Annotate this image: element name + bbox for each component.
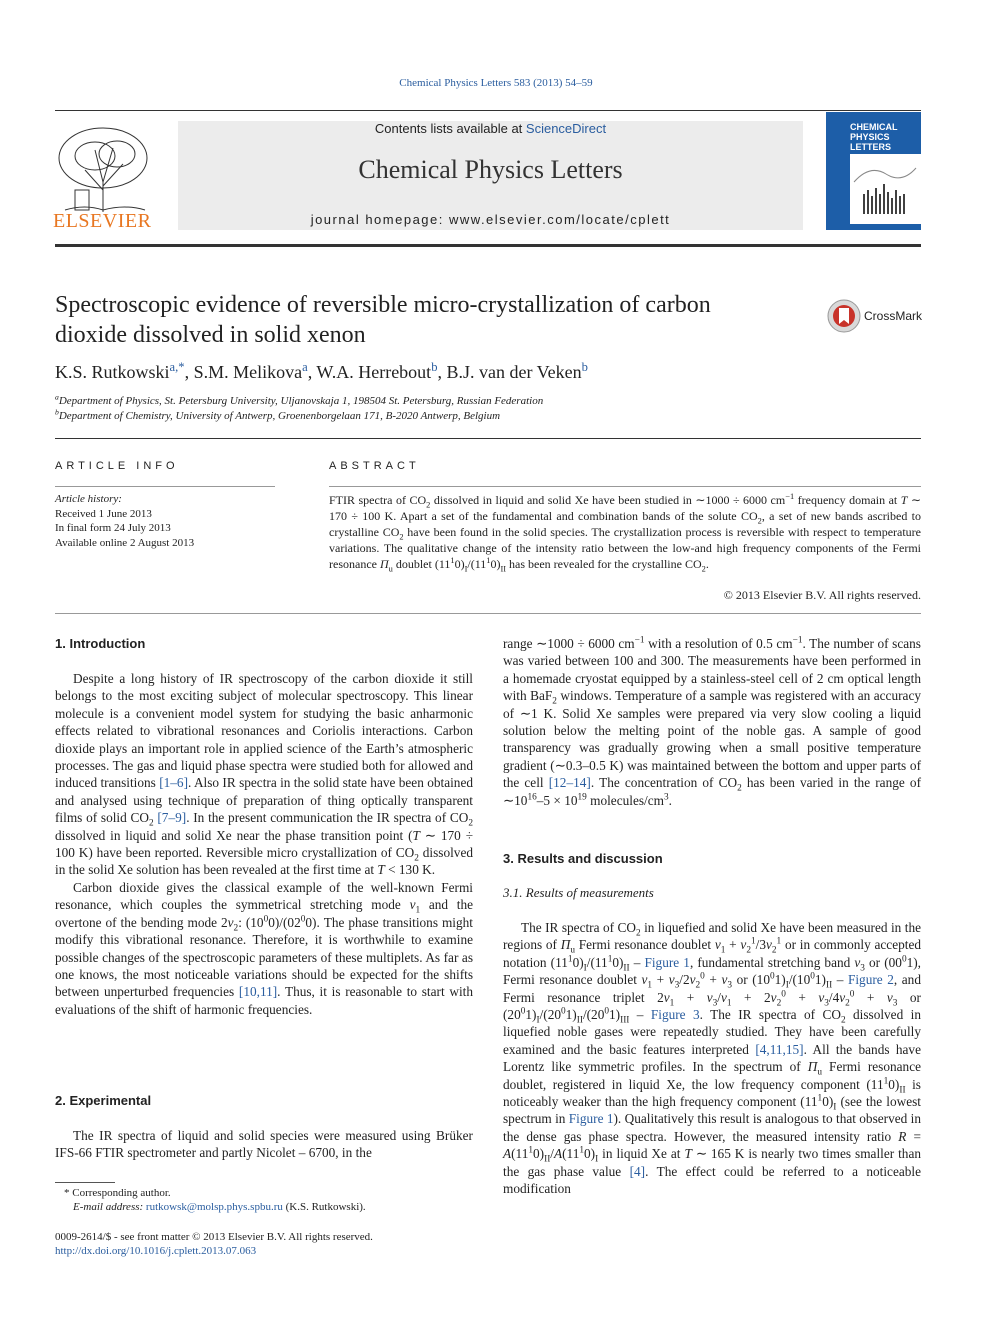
homepage-link[interactable]: www.elsevier.com/locate/cplett	[449, 212, 671, 227]
abstract-rule	[329, 486, 921, 487]
contents-line	[178, 121, 803, 136]
results-body: The IR spectra of $CO_2$ in liquefied and solid Xe have been measured in the regions of $\Pi_u$ Fermi resonance doublet $\nu_1 + \nu_2^1/3\nu_2^1$ or in commonly accepted notation $(11^10)_I/(11^10)_{II}$ – Figure 1, fundamental stretching band $\nu_3$ or $(00^01)$, Fermi resonance doublet $\nu_1 + \nu_3/2\nu_2^0 + \nu_3$ or $(10^01)_I/(10^01)_{II}$ – Figure 2, and Fermi resonance triplet $2\nu_1 + \nu_3/\nu_1 + 2\nu_2^0 + \nu_3/4\nu_2^0 + \nu_3$ or $(20^01)_I/(20^01)_{II}/(20^01)_{III}$ – Figure 3. The IR spectra of $CO_2$ dissolved in liquefied noble gases were repeatedly studied. They have been carefully examined and the basic features interpreted [4,11,15]. All the bands have Lorentz like symmetric profiles. In the spectrum of $\Pi_u$ Fermi resonance doublet, registered in liquid Xe, the low frequency component $(11^10)_{II}$ is noticeably weaker than the high frequency component $(11^10)_I$ (see the lowest spectrum in Figure 1). Qualitatively this result is analogous to that observed in the dense gas phase spectra. However, the measured intensity ratio $R = A(11^10)_{II}/A(11^10)_I$ in liquid Xe at T ∼ 165 K is nearly two times smaller than the gas phase value [4]. The effect could be referred to a noticeable modification	[503, 920, 922, 1197]
journal-cover	[826, 112, 921, 230]
info-rule	[55, 486, 275, 487]
cover-title: CHEMICAL PHYSICS LETTERS	[850, 122, 898, 152]
affiliation-b: $^b$Department of Chemistry, University of Antwerp, Groenenborgelaan 171, B-2020 Antwerp, Belgium	[55, 407, 501, 422]
crossmark-label: CrossMark	[864, 309, 923, 323]
section-heading-results: 3. Results and discussion	[503, 851, 663, 866]
experimental-body: The IR spectra of liquid and solid species were measured using Brüker IFS-66 FTIR spectrometer and partly Nicolet – 6700, in the	[55, 1128, 473, 1161]
contents-prefix: Contents lists available at	[374, 121, 526, 136]
abstract-bottom-rule	[55, 613, 921, 614]
article-title: Spectroscopic evidence of reversible micro-crystallization of carbon dioxide dissolved in solid xenon	[55, 292, 711, 348]
subsection-heading-measurements: 3.1. Results of measurements	[503, 885, 654, 900]
crossmark-icon	[826, 298, 862, 334]
article-history: Article history: Received 1 June 2013 In final form 24 July 2013 Available online 2 August 2013	[55, 493, 195, 549]
header-rule-bottom	[55, 244, 921, 247]
article-info-heading: ARTICLE INFO	[55, 460, 179, 472]
section-heading-experimental: 2. Experimental	[55, 1093, 152, 1108]
abstract-text: FTIR spectra of $CO_2$ dissolved in liquid and solid Xe have been studied in ∼1000 ÷ 6000 $cm^{-1}$ frequency domain at T ∼ 170 ÷ 100 K. Apart a set of the fundamental and combination bands of the solute $CO_2$, a set of new bands ascribed to crystalline $CO_2$ have been found in the solid species. The crystallization process is reversible with respect to temperature variations. The qualitative change of the intensity ratio between the low-and high frequency components of the Fermi resonance $\Pi_u$ doublet $(11^10)_I/(11^10)_{II}$ has been revealed for the crystalline $CO_2$.	[329, 492, 922, 574]
author-marker[interactable]: b	[581, 360, 588, 374]
crossmark-badge[interactable]	[826, 298, 926, 334]
author-name: B.J. van der Veken	[446, 362, 582, 382]
sciencedirect-link[interactable]: ScienceDirect	[525, 121, 607, 136]
footnote-rule	[55, 1182, 115, 1183]
header-rule-top	[55, 110, 921, 111]
journal-title: Chemical Physics Letters	[358, 155, 623, 184]
author-marker[interactable]: a	[302, 360, 308, 374]
section-heading-introduction: 1. Introduction	[55, 636, 146, 651]
corresponding-author-note: * Corresponding author.	[64, 1187, 171, 1199]
email-note: E-mail address: rutkowsk@molsp.phys.spbu.ru (K.S. Rutkowski).	[73, 1201, 366, 1213]
abstract-copyright: © 2013 Elsevier B.V. All rights reserved.	[723, 588, 921, 602]
journal-reference[interactable]: Chemical Physics Letters 583 (2013) 54–59	[399, 77, 593, 89]
experimental-body-continued: range ∼1000 ÷ 6000 $cm^{-1}$ with a resolution of 0.5 $cm^{-1}$. The number of scans was varied between 100 and 300. The measurements have been performed in a homemade cryostat equipped by a stainless-steel cell of 2 cm optical length with BaF$_2$ windows. Temperature of a sample was registered with an accuracy of ∼1 K. Solid Xe samples were prepared via very slow cooling a liquid solution below the melting point of the noble gas. A sample of good transparency was gradually growing when a small positive temperature gradient (∼0.3–0.5 K) was maintained between the bottom and upper parts of the cell [12–14]. The concentration of $CO_2$ has been varied in the range of $\sim 10^{16}-5 \times 10^{19}$ molecules/$cm^3$.	[503, 635, 921, 808]
homepage-prefix: journal homepage:	[310, 212, 449, 227]
author-name: S.M. Melikova	[193, 362, 303, 382]
affiliation-a: $^a$Department of Physics, St. Petersburg University, Uljanovskaja 1, 198504 St. Petersburg, Russian Federation	[55, 392, 544, 407]
author-marker[interactable]: a,*	[169, 360, 185, 374]
homepage-line	[178, 212, 803, 227]
author-name: W.A. Herrebout	[316, 362, 432, 382]
introduction-body: Despite a long history of IR spectroscopy of the carbon dioxide it still belongs to the most exciting subject of molecular spectroscopy. This linear molecule is a convenient model system for studying the basic anharmonic effects related to vibrational resonances and Coriolis interactions. Carbon dioxide plays an important role in applied science of the Earth’s atmospheric processes. The gas and liquid phase spectra were studied both for allowed and induced transitions [1–6]. Also IR spectra in the solid state have been obtained and analysed using technique of preparation of thing optically transparent films of solid $CO_2$ [7–9]. In the present communication the IR spectra of $CO_2$ dissolved in liquid and solid Xe near the phase transition point (T ∼ 170 ÷ 100 K) have been reported. Reversible micro crystallization of $CO_2$ dissolved in the solid Xe solution has been revealed at the first time at T < 130 K. Carbon dioxide gives the classical example of the well-known Fermi resonance, which couples the symmetrical stretching mode $\nu_1$ and the overtone of the bending mode $2\nu_2$: $(10^00)/(02^00)$. The phase transitions might modify this vibrational resonance. Therefore, it is worthwhile to examine possible changes of the spectroscopic parameters of these multiplets. As far as one knows, the most noticeable variations should be expected for the shifts between unperturbed frequencies [10,11]. Thus, it is reasonable to start with evaluations of the shift of harmonic frequencies.	[55, 671, 474, 1017]
author-name: K.S. Rutkowski	[55, 362, 170, 382]
doi-link[interactable]: http://dx.doi.org/10.1016/j.cplett.2013.07.063	[55, 1245, 257, 1257]
cover-figure	[850, 154, 921, 224]
issn-line: 0009-2614/$ - see front matter © 2013 Elsevier B.V. All rights reserved.	[55, 1231, 373, 1243]
elsevier-logo	[55, 120, 155, 232]
author-list: K.S. Rutkowski$^{a,*}$, S.M. Melikova$^a$, W.A. Herrebout$^b$, B.J. van der Veken$^b$	[55, 360, 588, 382]
abstract-heading: ABSTRACT	[329, 460, 420, 472]
email-link[interactable]: rutkowsk@molsp.phys.spbu.ru	[145, 1201, 283, 1213]
affiliation-rule	[55, 438, 921, 439]
author-marker[interactable]: b	[431, 360, 438, 374]
elsevier-wordmark: ELSEVIER	[53, 210, 152, 232]
